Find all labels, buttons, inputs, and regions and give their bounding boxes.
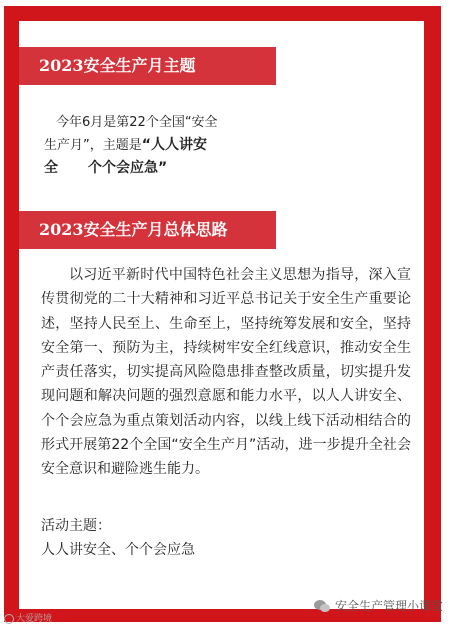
intro-paragraph [44,112,244,180]
section-heading-theme: 2023安全生产月主题 [19,47,276,85]
content-card [19,21,424,609]
watermark-logo-icon [4,614,14,624]
watermark-left [4,611,52,624]
approach-paragraph: 以习近平新时代中国特色社会主义思想为指导，深入宣传贯彻党的二十大精神和习近平总书记关于安全生产重要论述，坚持人民至上、生命至上，坚持统筹发展和安全，坚持安全第一、预防为主，持续树牢安全红线意识，推动安全生产责任落实，切实提高风险隐患排查整改质量，切实提升发现问题和解决问题的强烈意愿和能力水平，以人人讲安全、个个会应急为重点策划活动内容，以线上线下活动相结合的形式开展第22个全国“安全生产月”活动，进一步提升全社会安全意识和避险逃生能力。 [41,267,411,478]
intro-line-2a: 生产月”，主题是 [44,138,142,153]
red-frame [4,6,441,622]
watermark-right-text: 安全生产管理小课堂 [334,599,443,613]
intro-line-1: 今年6月是第22个全国“安全 [56,115,218,130]
intro-theme-emphasis-2: 全 [44,160,58,176]
activity-theme-label: 活动主题： [41,518,111,534]
watermark-left-text: 大爱跨境 [16,614,53,624]
intro-theme-emphasis-1: “人人讲安 [141,137,207,153]
watermark-right [313,597,443,614]
intro-theme-emphasis-3: 个个会应急” [88,160,168,176]
section-heading-approach: 2023安全生产月总体思路 [19,211,276,249]
activity-theme-value: 人人讲安全、个个会应急 [41,542,195,558]
wechat-icon [313,599,331,613]
